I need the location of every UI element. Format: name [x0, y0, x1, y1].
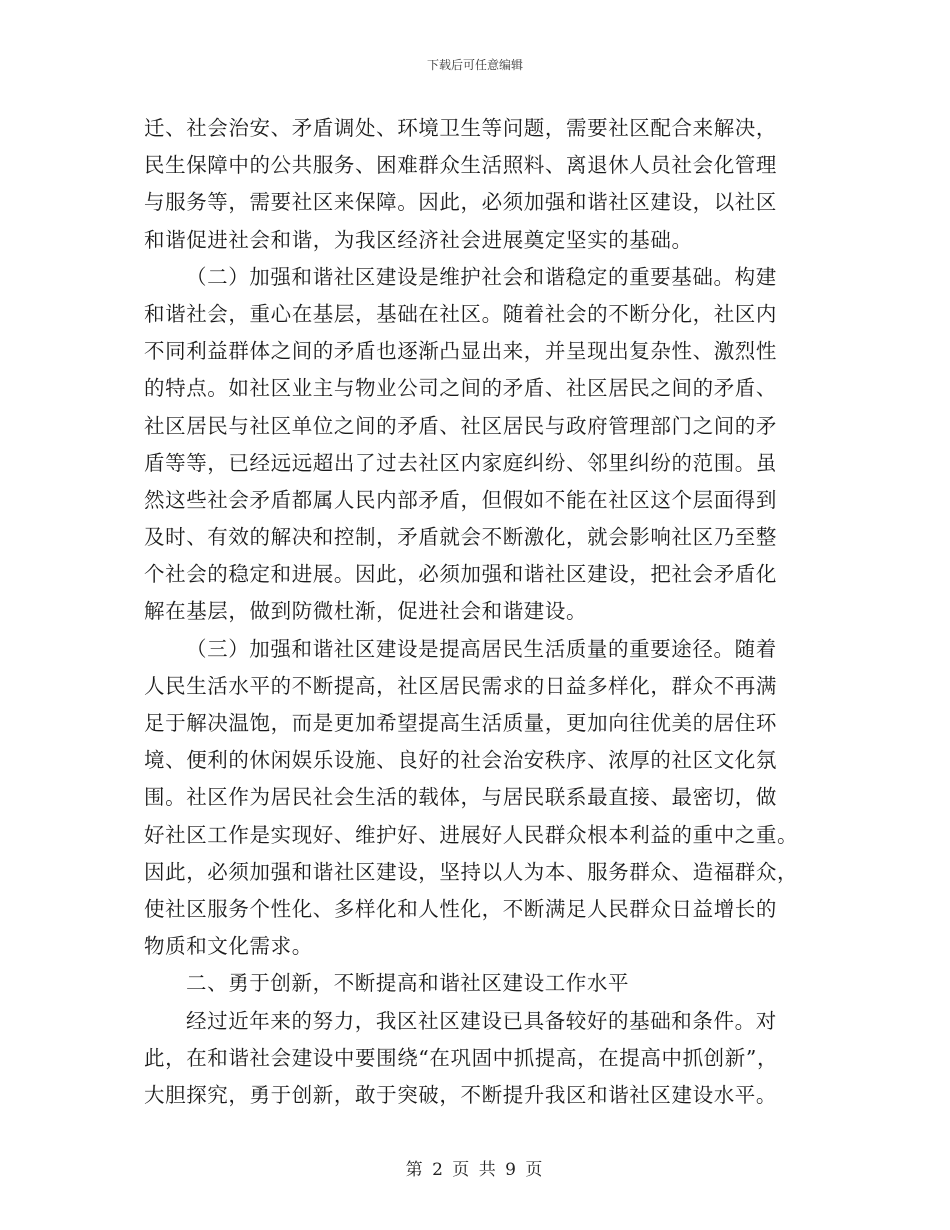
text-line: （三）加强和谐社区建设是提高居民生活质量的重要途径。随着: [186, 636, 777, 661]
text-line: 好社区工作是实现好、维护好、进展好人民群众根本利益的重中之重。: [144, 822, 799, 847]
text-line: 物质和文化需求。: [144, 934, 313, 959]
text-line: 足于解决温饱，而是更加希望提高生活质量，更加向往优美的居住环: [144, 711, 777, 735]
text-line: 经过近年来的努力，我区社区建设已具备较好的基础和条件。对: [186, 1008, 777, 1033]
text-line: 围。社区作为居民社会生活的载体，与居民联系最直接、最密切，做: [144, 785, 777, 810]
document-body: [144, 110, 804, 1114]
text-line: 民生保障中的公共服务、困难群众生活照料、离退休人员社会化管理: [144, 153, 777, 178]
text-line: 大胆探究，勇于创新，敢于突破，不断提升我区和谐社区建设水平。: [144, 1082, 777, 1107]
text-line: 二、勇于创新，不断提高和谐社区建设工作水平: [186, 971, 630, 996]
text-line: 与服务等，需要社区来保障。因此，必须加强和谐社区建设，以社区: [144, 190, 777, 215]
text-line: 的特点。如社区业主与物业公司之间的矛盾、社区居民之间的矛盾、: [144, 376, 777, 401]
text-line: 社区居民与社区单位之间的矛盾、社区居民与政府管理部门之间的矛: [144, 413, 777, 438]
page-number-footer: 第 2 页 共 9 页: [405, 1160, 545, 1180]
text-line: 人民生活水平的不断提高，社区居民需求的日益多样化，群众不再满: [144, 673, 777, 698]
text-line: （二）加强和谐社区建设是维护社会和谐稳定的重要基础。构建: [186, 264, 777, 289]
text-line: 境、便利的休闲娱乐设施、良好的社会治安秩序、浓厚的社区文化氛: [144, 748, 777, 773]
text-line: 盾等等，已经远远超出了过去社区内家庭纠纷、邻里纠纷的范围。虽: [144, 450, 777, 475]
text-line: 及时、有效的解决和控制，矛盾就会不断激化，就会影响社区乃至整: [144, 525, 777, 550]
text-line: 迁、社会治安、矛盾调处、环境卫生等问题，需要社区配合来解决，: [144, 116, 777, 140]
text-line: 和谐社会，重心在基层，基础在社区。随着社会的不断分化，社区内: [144, 301, 777, 326]
text-line: 此，在和谐社会建设中要围绕“在巩固中抓提高，在提高中抓创新”，: [144, 1045, 779, 1070]
text-line: 不同利益群体之间的矛盾也逐渐凸显出来，并呈现出复杂性、激烈性: [144, 339, 777, 364]
text-line: 使社区服务个性化、多样化和人性化，不断满足人民群众日益增长的: [144, 896, 777, 921]
text-line: 个社会的稳定和进展。因此，必须加强和谐社区建设，把社会矛盾化: [144, 562, 777, 587]
text-line: 然这些社会矛盾都属人民内部矛盾，但假如不能在社区这个层面得到: [144, 487, 777, 512]
header-note: 下载后可任意编辑: [426, 58, 523, 72]
text-line: 因此，必须加强和谐社区建设，坚持以人为本、服务群众、造福群众，: [144, 859, 799, 884]
text-line: 和谐促进社会和谐，为我区经济社会进展奠定坚实的基础。: [144, 227, 693, 252]
text-line: 解在基层，做到防微杜渐，促进社会和谐建设。: [144, 599, 588, 624]
